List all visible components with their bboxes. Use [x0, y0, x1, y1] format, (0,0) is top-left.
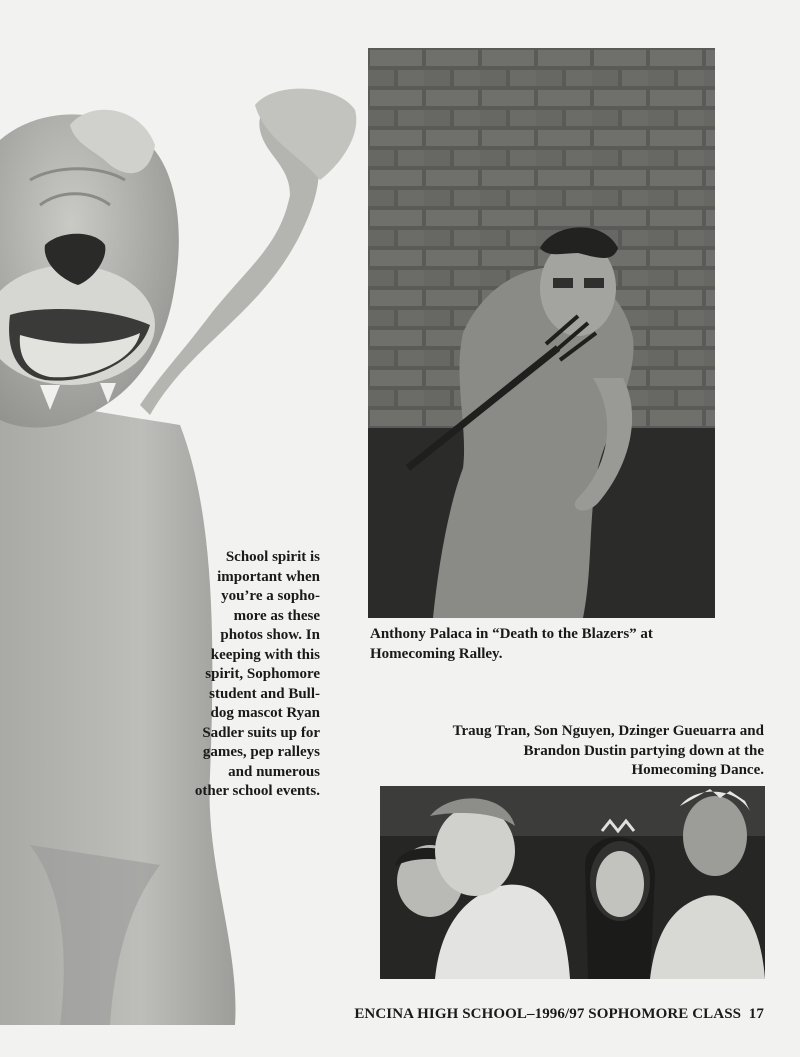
caption-line: Brandon Dustin partying down at the [523, 742, 764, 759]
footer-title: ENCINA HIGH SCHOOL–1996/97 SOPHOMORE CLASS [354, 1006, 742, 1022]
caption-line: dog mascot Ryan [210, 705, 320, 721]
page-footer [200, 1006, 764, 1023]
caption-line: keeping with this [210, 646, 320, 663]
caption-line: important when [217, 568, 320, 585]
caption-line: School spirit is [225, 549, 320, 565]
caption-line: Traug Tran, Son Nguyen, Dzinger Gueuarra and [452, 723, 764, 739]
caption-line: student and Bull- [209, 685, 320, 702]
mascot-caption [180, 548, 320, 802]
anthony-caption [370, 625, 715, 664]
caption-line: Anthony Palaca in “Death to the Blazers” at [370, 626, 653, 642]
dance-caption [400, 722, 764, 781]
caption-line: other school events. [194, 783, 320, 799]
student-performer-photo [368, 48, 715, 618]
page-number: 17 [748, 1006, 764, 1022]
caption-line: more as these [233, 607, 320, 624]
caption-line: and numerous [228, 763, 320, 780]
homecoming-dance-photo [380, 786, 765, 979]
caption-line: Sadler suits up for [202, 724, 320, 741]
caption-line: photos show. In [220, 627, 320, 643]
caption-line: spirit, Sophomore [205, 666, 320, 682]
caption-line: games, pep ralleys [202, 744, 320, 760]
caption-line: Homecoming Dance. [631, 762, 764, 778]
caption-line: Homecoming Ralley. [370, 645, 503, 662]
caption-line: you’re a sopho- [221, 588, 320, 604]
